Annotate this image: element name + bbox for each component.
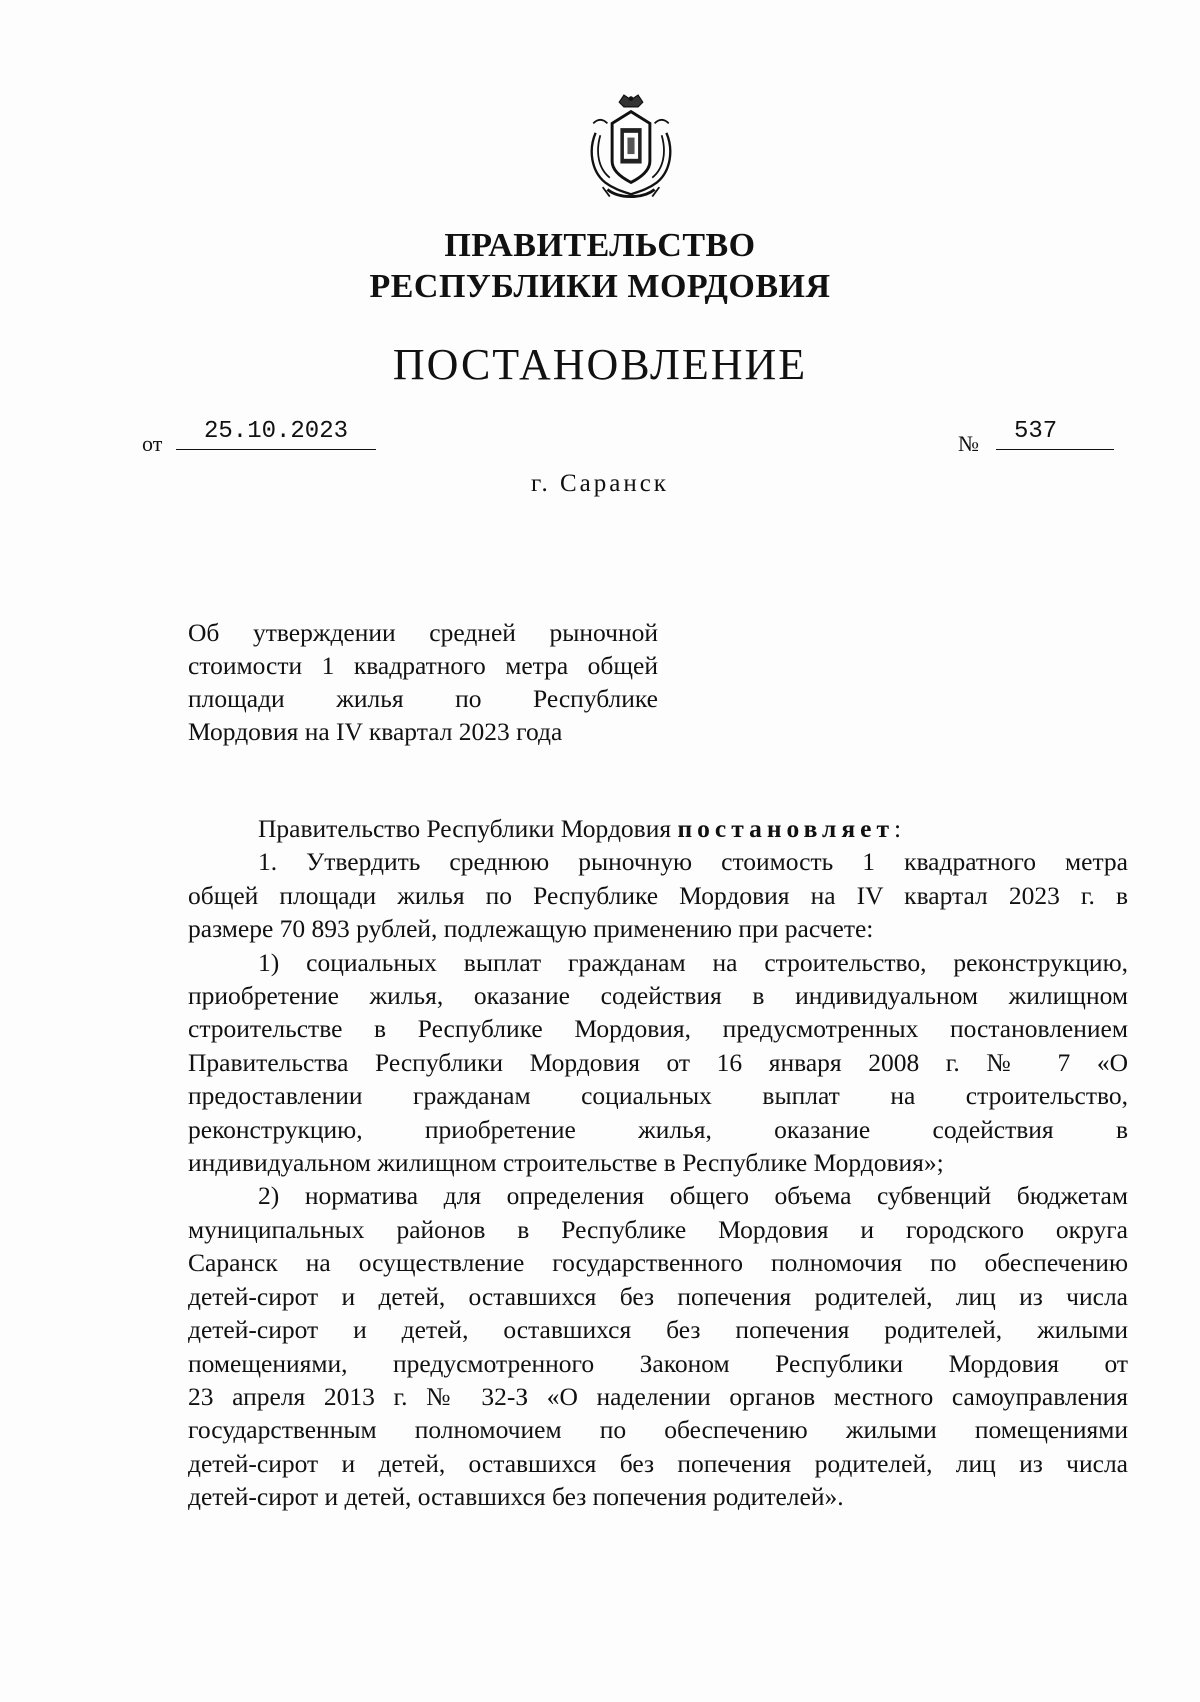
body-line: общей площади жилья по Республике Мордовия на IV квартал 2023 г. в (188, 880, 1128, 910)
body-line: 23 апреля 2013 г. № 32-З «О наделении органов местного самоуправления (188, 1381, 1128, 1411)
preamble-colon: : (894, 814, 902, 843)
body-line: реконструкцию, приобретение жилья, оказание содействия в (188, 1114, 1128, 1144)
number-value: 537 (996, 417, 1114, 450)
subject-line: Мордовия на IV квартал 2023 года (188, 717, 563, 746)
subject-line: стоимости 1 квадратного метра общей (188, 651, 658, 680)
body-line: приобретение жилья, оказание содействия в индивидуальном жилищном (188, 981, 1128, 1011)
body-line: индивидуальном жилищном строительстве в Республике Мордовия»; (188, 1148, 944, 1178)
document-type-title: ПОСТАНОВЛЕНИЕ (392, 340, 808, 389)
body-line: Саранск на осуществление государственного полномочия по обеспечению (188, 1248, 1128, 1278)
body-line: строительстве в Республике Мордовия, предусмотренных постановлением (188, 1014, 1128, 1044)
subject-line: площади жилья по Республике (188, 684, 658, 713)
document-subject (188, 616, 658, 748)
preamble (188, 812, 1128, 845)
body-line: 2) норматива для определения общего объема субвенций бюджетам (258, 1181, 1128, 1211)
body-line: предоставлении гражданам социальных выплат на строительство, (188, 1081, 1128, 1111)
body-line: помещениями, предусмотренного Законом Республики Мордовия от (188, 1348, 1128, 1378)
body-line: 1) социальных выплат гражданам на строительство, реконструкцию, (258, 947, 1128, 977)
body-line: детей-сирот и детей, оставшихся без попечения родителей, лиц из числа (188, 1281, 1128, 1311)
body-line: государственным полномочием по обеспечению жилыми помещениями (188, 1415, 1128, 1445)
date-value: 25.10.2023 (176, 417, 376, 450)
body-line: муниципальных районов в Республике Мордовия и городского округа (188, 1214, 1128, 1244)
body-line: Правительства Республики Мордовия от 16 января 2008 г. № 7 «О (188, 1047, 1128, 1077)
body-line: 1. Утвердить среднюю рыночную стоимость 1 квадратного метра (258, 847, 1128, 877)
subject-line: Об утверждении средней рыночной (188, 618, 658, 647)
preamble-text: Правительство Республики Мордовия (258, 814, 672, 843)
body-line: детей-сирот и детей, оставшихся без попечения родителей, лиц из числа (188, 1448, 1128, 1478)
body-line: детей-сирот и детей, оставшихся без попечения родителей». (188, 1482, 844, 1512)
number-prefix: № (958, 431, 979, 456)
city-location: г. Саранск (531, 470, 669, 497)
document-body (188, 812, 1128, 1514)
organization-name-line2: РЕСПУБЛИКИ МОРДОВИЯ (369, 268, 831, 305)
organization-name-line1: ПРАВИТЕЛЬСТВО (444, 227, 756, 264)
coat-of-arms-icon (572, 88, 690, 206)
preamble-verb: постановляет (677, 814, 895, 843)
body-line: размере 70 893 рублей, подлежащую применению при расчете: (188, 914, 874, 944)
body-line: детей-сирот и детей, оставшихся без попечения родителей, жилыми (188, 1315, 1128, 1345)
date-prefix: от (142, 431, 163, 456)
